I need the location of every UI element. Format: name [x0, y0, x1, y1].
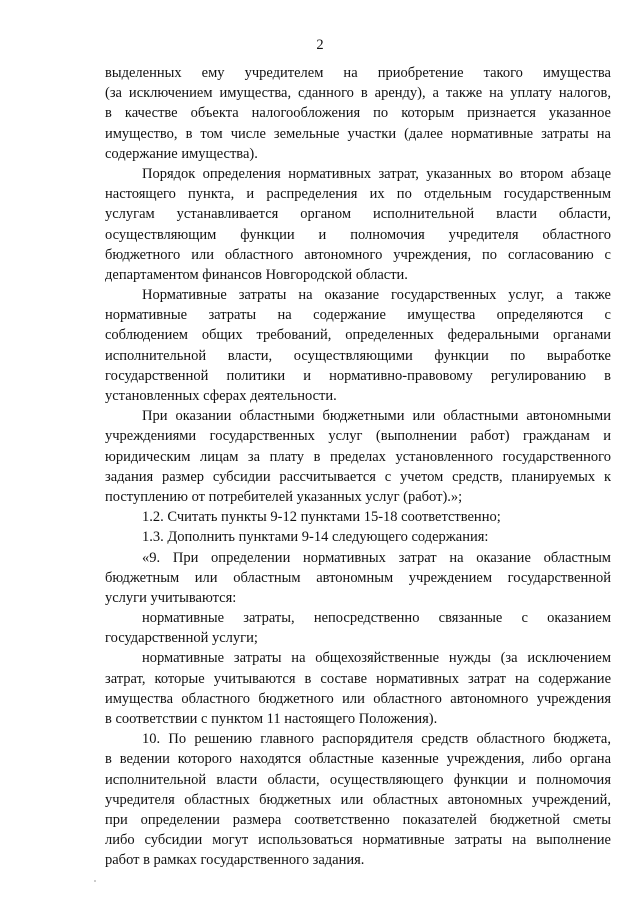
text-line: юридическим лицам за плату в пределах установленного государственного [105, 448, 611, 465]
text-line: бюджетного или областного автономного учреждения, по согласованию с [105, 246, 611, 263]
paragraph-item-1-3 [105, 527, 611, 547]
paragraph-clause-9 [105, 548, 611, 609]
text-line: либо субсидии могут использоваться нормативные затраты на выполнение [105, 832, 611, 849]
paragraph-property-costs-continued [105, 63, 611, 164]
text-line: в качестве объекта налогообложения по которым признается указанное [105, 105, 611, 122]
text-line: осуществляющим функции и полномочия учредителя областного [105, 226, 611, 243]
paragraph-direct-costs [105, 608, 611, 648]
text-line: при определении размера соответственно показателей бюджетной сметы [105, 811, 611, 828]
paragraph-clause-10 [105, 729, 611, 870]
text-line: исполнительной власти области, осуществляющего функции и полномочия [105, 771, 611, 788]
text-line: установленных сферах деятельности. [105, 388, 337, 404]
text-line: выделенных ему учредителем на приобретение такого имущества [105, 65, 611, 81]
paragraph-paid-services-subsidy [105, 406, 611, 507]
text-line: учреждениями государственных услуг (выполнении работ) гражданам и [105, 428, 611, 445]
paragraph-item-1-2 [105, 507, 611, 527]
document-body [105, 63, 611, 871]
text-line: государственной политики и нормативно-правовому регулированию в [105, 367, 611, 384]
paragraph-general-costs [105, 648, 611, 729]
text-line: При оказании областными бюджетными или областными автономными [142, 408, 611, 425]
page-number: 2 [316, 37, 324, 53]
text-line: имущество, в том числе земельные участки (далее нормативные затраты на [105, 125, 611, 142]
text-line: 10. По решению главного распорядителя средств областного бюджета, [142, 731, 611, 748]
text-line: «9. При определении нормативных затрат на оказание областным [142, 549, 611, 566]
text-line: в соответствии с пунктом 11 настоящего Положения). [105, 711, 438, 727]
text-line: поступлению от потребителей указанных услуг (работ).»; [105, 488, 463, 505]
text-line: Нормативные затраты на оказание государственных услуг, а также [142, 287, 611, 304]
text-line: работ в рамках государственного задания. [105, 852, 365, 869]
paragraph-cost-determination-procedure [105, 164, 611, 285]
text-line: 1.2. Считать пункты 9-12 пунктами 15-18 соответственно; [142, 509, 501, 526]
paragraph-normative-costs-requirements [105, 285, 611, 406]
text-line: услугам устанавливается органом исполнительной власти области, [105, 206, 611, 223]
text-line: (за исключением имущества, сданного в аренду), а также на уплату налогов, [105, 85, 611, 102]
text-line: в ведении которого находятся областные казенные учреждения, либо органа [105, 751, 611, 768]
text-line: содержание имущества). [105, 145, 258, 162]
scan-artifact [94, 880, 96, 882]
text-line: затрат, которые учитываются в составе нормативных затрат на содержание [105, 670, 611, 687]
text-line: соблюдением общих требований, определенных федеральными органами [105, 327, 611, 344]
text-line: учредителя областных бюджетных или областных автономных учреждений, [105, 791, 611, 808]
text-line: государственной услуги; [105, 630, 258, 647]
text-line: задания размер субсидии рассчитывается с учетом средств, планируемых к [105, 468, 611, 485]
text-line: имущества областного бюджетного или областного автономного учреждения [105, 690, 611, 707]
text-line: департаментом финансов Новгородской области. [105, 266, 408, 283]
text-line: нормативные затраты на общехозяйственные нужды (за исключением [142, 650, 611, 667]
text-line: услуги учитываются: [105, 589, 237, 606]
text-line: бюджетным или областным автономным учреждением государственной [105, 569, 611, 586]
text-line: настоящего пункта, и распределения их по отдельным государственным [105, 186, 611, 203]
text-line: Порядок определения нормативных затрат, указанных во втором абзаце [142, 165, 611, 182]
text-line: исполнительной власти, осуществляющими функции по выработке [105, 347, 611, 364]
text-line: нормативные затраты на содержание имущества определяются с [105, 307, 611, 324]
text-line: нормативные затраты, непосредственно связанные с оказанием [142, 610, 611, 627]
text-line: 1.3. Дополнить пунктами 9-14 следующего содержания: [142, 529, 489, 546]
